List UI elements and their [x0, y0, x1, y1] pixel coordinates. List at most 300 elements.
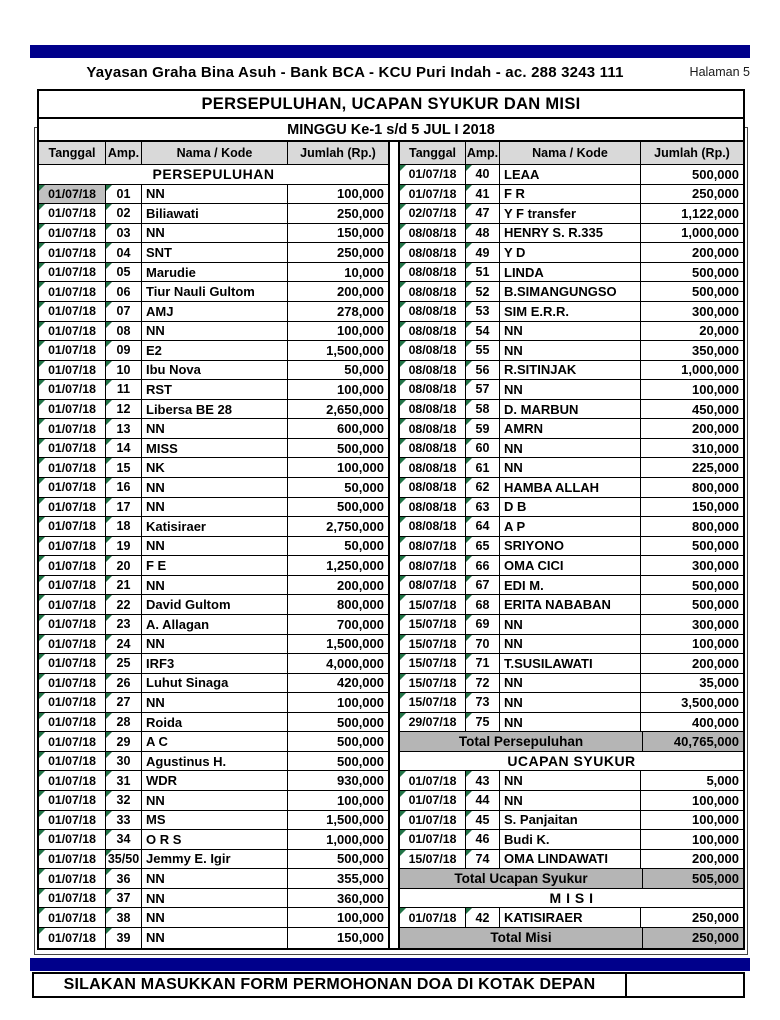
name-code-cell: ERITA NABABAN: [500, 595, 641, 614]
date-cell: 01/07/18: [39, 537, 106, 556]
table-row: [39, 928, 388, 948]
name-code-cell: NN: [142, 889, 288, 908]
envelope-number-cell: 14: [106, 439, 142, 458]
green-corner-indicator-icon: [400, 322, 406, 328]
amount-cell: 300,000: [692, 303, 739, 319]
green-corner-indicator-icon: [466, 439, 472, 445]
amount-cell: 100,000: [692, 381, 739, 397]
green-corner-indicator-icon: [106, 693, 112, 699]
amount-cell: 500,000: [337, 714, 384, 730]
table-left-half: [39, 142, 390, 948]
green-corner-indicator-icon: [39, 869, 45, 875]
table-row: [39, 224, 388, 244]
amount-cell: 500,000: [337, 440, 384, 456]
date-cell: 01/07/18: [39, 341, 106, 360]
amount-cell: 3,500,000: [681, 694, 739, 710]
offering-table: [37, 89, 745, 950]
table-row: [400, 850, 743, 870]
envelope-number-cell: 48: [466, 224, 500, 243]
green-corner-indicator-icon: [106, 478, 112, 484]
green-corner-indicator-icon: [39, 243, 45, 249]
green-corner-indicator-icon: [39, 204, 45, 210]
column-header: Tanggal: [400, 142, 466, 164]
green-corner-indicator-icon: [39, 830, 45, 836]
envelope-number-cell: 70: [466, 635, 500, 654]
table-row: [39, 889, 388, 909]
table-row: [39, 341, 388, 361]
green-corner-indicator-icon: [39, 811, 45, 817]
green-corner-indicator-icon: [39, 732, 45, 738]
column-header: Amp.: [466, 142, 500, 164]
name-code-cell: A C: [142, 732, 288, 751]
green-corner-indicator-icon: [106, 830, 112, 836]
green-corner-indicator-icon: [39, 361, 45, 367]
date-cell: 08/08/18: [400, 224, 466, 243]
table-row: [400, 830, 743, 850]
total-row: [400, 732, 743, 752]
table-row: [400, 165, 743, 185]
table-row: [39, 850, 388, 870]
name-code-cell: Marudie: [142, 263, 288, 282]
green-corner-indicator-icon: [466, 791, 472, 797]
table-row: [39, 185, 388, 205]
amount-cell: 400,000: [692, 714, 739, 730]
table-row: [39, 732, 388, 752]
envelope-number-cell: 34: [106, 830, 142, 849]
footer-notice-box: [32, 972, 745, 998]
date-cell: 08/08/18: [400, 478, 466, 497]
green-corner-indicator-icon: [400, 595, 406, 601]
envelope-number-cell: 49: [466, 243, 500, 262]
date-cell: 01/07/18: [400, 185, 466, 204]
date-cell: 01/07/18: [400, 830, 466, 849]
green-corner-indicator-icon: [39, 419, 45, 425]
name-code-cell: NN: [500, 341, 641, 360]
table-row: [39, 478, 388, 498]
table-row: [400, 811, 743, 831]
amount-cell: 200,000: [692, 421, 739, 437]
envelope-number-cell: 42: [466, 908, 500, 927]
bottom-divider-bar: [30, 958, 750, 971]
section-title: PERSEPULUHAN: [152, 166, 275, 183]
green-corner-indicator-icon: [466, 282, 472, 288]
name-code-cell: NN: [500, 791, 641, 810]
green-corner-indicator-icon: [466, 517, 472, 523]
amount-cell: 600,000: [337, 421, 384, 437]
amount-cell: 800,000: [692, 479, 739, 495]
name-code-cell: MISS: [142, 439, 288, 458]
green-corner-indicator-icon: [106, 243, 112, 249]
table-row: [39, 576, 388, 596]
footer-empty-cell: [627, 974, 743, 996]
name-code-cell: NN: [500, 439, 641, 458]
amount-cell: 420,000: [337, 675, 384, 691]
table-row: [39, 713, 388, 733]
green-corner-indicator-icon: [400, 908, 406, 914]
table-row: [39, 693, 388, 713]
table-row: [400, 615, 743, 635]
envelope-number-cell: 68: [466, 595, 500, 614]
name-code-cell: NN: [500, 771, 641, 790]
name-code-cell: HAMBA ALLAH: [500, 478, 641, 497]
green-corner-indicator-icon: [106, 361, 112, 367]
green-corner-indicator-icon: [400, 439, 406, 445]
amount-cell: 500,000: [692, 166, 739, 182]
green-corner-indicator-icon: [466, 595, 472, 601]
green-corner-indicator-icon: [39, 263, 45, 269]
total-label-cell: Total Persepuluhan: [400, 732, 643, 751]
date-cell: 08/08/18: [400, 439, 466, 458]
green-corner-indicator-icon: [39, 302, 45, 308]
envelope-number-cell: 72: [466, 674, 500, 693]
total-amount-cell: 250,000: [643, 928, 743, 948]
date-cell: 01/07/18: [400, 771, 466, 790]
name-code-cell: S. Panjaitan: [500, 811, 641, 830]
date-cell: 01/07/18: [39, 400, 106, 419]
date-cell: 01/07/18: [39, 576, 106, 595]
total-row: [400, 928, 743, 948]
envelope-number-cell: 07: [106, 302, 142, 321]
date-cell: 01/07/18: [39, 282, 106, 301]
green-corner-indicator-icon: [466, 850, 472, 856]
envelope-number-cell: 53: [466, 302, 500, 321]
green-corner-indicator-icon: [106, 928, 112, 934]
green-corner-indicator-icon: [400, 165, 406, 171]
table-row: [400, 595, 743, 615]
amount-cell: 100,000: [337, 186, 384, 202]
table-body: [39, 142, 743, 948]
name-code-cell: Biliawati: [142, 204, 288, 223]
name-code-cell: NN: [142, 869, 288, 888]
name-code-cell: NN: [500, 674, 641, 693]
amount-cell: 100,000: [692, 831, 739, 847]
date-cell: 01/07/18: [39, 850, 106, 869]
green-corner-indicator-icon: [466, 908, 472, 914]
green-corner-indicator-icon: [466, 341, 472, 347]
green-corner-indicator-icon: [400, 674, 406, 680]
green-corner-indicator-icon: [39, 654, 45, 660]
table-row: [400, 243, 743, 263]
amount-cell: 800,000: [337, 597, 384, 613]
green-corner-indicator-icon: [400, 771, 406, 777]
date-cell: 01/07/18: [39, 478, 106, 497]
table-row: [39, 439, 388, 459]
section-header-row: [400, 889, 743, 909]
name-code-cell: Budi K.: [500, 830, 641, 849]
date-cell: 08/08/18: [400, 263, 466, 282]
date-cell: 01/07/18: [39, 732, 106, 751]
green-corner-indicator-icon: [400, 263, 406, 269]
name-code-cell: AMRN: [500, 419, 641, 438]
green-corner-indicator-icon: [466, 654, 472, 660]
amount-cell: 355,000: [337, 871, 384, 887]
name-code-cell: David Gultom: [142, 595, 288, 614]
table-row: [400, 282, 743, 302]
green-corner-indicator-icon: [400, 556, 406, 562]
date-cell: 15/07/18: [400, 850, 466, 869]
green-corner-indicator-icon: [39, 713, 45, 719]
green-corner-indicator-icon: [39, 537, 45, 543]
green-corner-indicator-icon: [106, 713, 112, 719]
green-corner-indicator-icon: [39, 615, 45, 621]
green-corner-indicator-icon: [466, 165, 472, 171]
envelope-number-cell: 41: [466, 185, 500, 204]
name-code-cell: AMJ: [142, 302, 288, 321]
date-cell: 01/07/18: [39, 517, 106, 536]
envelope-number-cell: 25: [106, 654, 142, 673]
envelope-number-cell: 04: [106, 243, 142, 262]
green-corner-indicator-icon: [400, 204, 406, 210]
envelope-number-cell: 37: [106, 889, 142, 908]
name-code-cell: KATISIRAER: [500, 908, 641, 927]
date-cell: 08/08/18: [400, 361, 466, 380]
envelope-number-cell: 36: [106, 869, 142, 888]
envelope-number-cell: 56: [466, 361, 500, 380]
amount-cell: 200,000: [692, 655, 739, 671]
envelope-number-cell: 32: [106, 791, 142, 810]
name-code-cell: NN: [142, 537, 288, 556]
green-corner-indicator-icon: [106, 282, 112, 288]
green-corner-indicator-icon: [466, 458, 472, 464]
green-corner-indicator-icon: [39, 458, 45, 464]
report-header: [30, 59, 750, 85]
amount-cell: 930,000: [337, 773, 384, 789]
date-cell: 01/07/18: [39, 791, 106, 810]
green-corner-indicator-icon: [106, 185, 112, 191]
green-corner-indicator-icon: [466, 830, 472, 836]
date-cell: 15/07/18: [400, 595, 466, 614]
green-corner-indicator-icon: [106, 380, 112, 386]
green-corner-indicator-icon: [466, 361, 472, 367]
table-row: [39, 361, 388, 381]
name-code-cell: SIM E.R.R.: [500, 302, 641, 321]
green-corner-indicator-icon: [106, 322, 112, 328]
envelope-number-cell: 20: [106, 556, 142, 575]
amount-cell: 1,122,000: [681, 205, 739, 221]
green-corner-indicator-icon: [39, 850, 45, 856]
name-code-cell: NN: [142, 478, 288, 497]
table-right-half: [398, 142, 743, 948]
green-corner-indicator-icon: [466, 537, 472, 543]
table-row: [400, 908, 743, 928]
green-corner-indicator-icon: [106, 556, 112, 562]
green-corner-indicator-icon: [106, 576, 112, 582]
green-corner-indicator-icon: [106, 869, 112, 875]
name-code-cell: D. MARBUN: [500, 400, 641, 419]
green-corner-indicator-icon: [466, 713, 472, 719]
date-cell: 08/08/18: [400, 322, 466, 341]
green-corner-indicator-icon: [39, 752, 45, 758]
date-cell: 15/07/18: [400, 635, 466, 654]
envelope-number-cell: 59: [466, 419, 500, 438]
table-row: [39, 615, 388, 635]
amount-cell: 310,000: [692, 440, 739, 456]
green-corner-indicator-icon: [39, 693, 45, 699]
green-corner-indicator-icon: [400, 693, 406, 699]
date-cell: 01/07/18: [39, 830, 106, 849]
date-cell: 01/07/18: [39, 458, 106, 477]
table-row: [39, 752, 388, 772]
green-corner-indicator-icon: [400, 713, 406, 719]
date-cell: 01/07/18: [39, 654, 106, 673]
green-corner-indicator-icon: [106, 850, 112, 856]
table-row: [39, 322, 388, 342]
total-label-cell: Total Ucapan Syukur: [400, 869, 643, 888]
date-cell: 08/08/18: [400, 517, 466, 536]
date-cell: 01/07/18: [39, 771, 106, 790]
name-code-cell: D B: [500, 498, 641, 517]
table-row: [39, 263, 388, 283]
table-row: [39, 869, 388, 889]
envelope-number-cell: 01: [106, 185, 142, 204]
envelope-number-cell: 61: [466, 458, 500, 477]
amount-cell: 50,000: [344, 362, 384, 378]
amount-cell: 4,000,000: [326, 655, 384, 671]
amount-cell: 225,000: [692, 460, 739, 476]
green-corner-indicator-icon: [400, 850, 406, 856]
date-cell: 01/07/18: [39, 224, 106, 243]
name-code-cell: R.SITINJAK: [500, 361, 641, 380]
amount-cell: 500,000: [692, 597, 739, 613]
envelope-number-cell: 67: [466, 576, 500, 595]
name-code-cell: Y F transfer: [500, 204, 641, 223]
green-corner-indicator-icon: [400, 380, 406, 386]
green-corner-indicator-icon: [39, 635, 45, 641]
envelope-number-cell: 35/50: [106, 850, 142, 869]
green-corner-indicator-icon: [39, 478, 45, 484]
date-cell: 01/07/18: [39, 419, 106, 438]
name-code-cell: NN: [500, 458, 641, 477]
table-row: [400, 576, 743, 596]
envelope-number-cell: 30: [106, 752, 142, 771]
date-cell: 08/08/18: [400, 458, 466, 477]
table-row: [39, 243, 388, 263]
date-cell: 01/07/18: [39, 811, 106, 830]
green-corner-indicator-icon: [39, 556, 45, 562]
amount-cell: 1,000,000: [326, 831, 384, 847]
green-corner-indicator-icon: [400, 830, 406, 836]
green-corner-indicator-icon: [466, 576, 472, 582]
amount-cell: 250,000: [692, 186, 739, 202]
envelope-number-cell: 46: [466, 830, 500, 849]
table-row: [39, 282, 388, 302]
name-code-cell: F E: [142, 556, 288, 575]
envelope-number-cell: 24: [106, 635, 142, 654]
envelope-number-cell: 19: [106, 537, 142, 556]
name-code-cell: OMA CICI: [500, 556, 641, 575]
name-code-cell: NK: [142, 458, 288, 477]
date-cell: 01/07/18: [39, 693, 106, 712]
table-row: [400, 654, 743, 674]
green-corner-indicator-icon: [106, 263, 112, 269]
envelope-number-cell: 10: [106, 361, 142, 380]
green-corner-indicator-icon: [106, 400, 112, 406]
green-corner-indicator-icon: [466, 635, 472, 641]
table-row: [400, 400, 743, 420]
column-header: Tanggal: [39, 142, 106, 164]
green-corner-indicator-icon: [400, 282, 406, 288]
green-corner-indicator-icon: [400, 419, 406, 425]
green-corner-indicator-icon: [466, 302, 472, 308]
date-cell: 01/07/18: [39, 439, 106, 458]
envelope-number-cell: 55: [466, 341, 500, 360]
table-row: [400, 439, 743, 459]
table-row: [400, 341, 743, 361]
table-row: [400, 713, 743, 733]
envelope-number-cell: 58: [466, 400, 500, 419]
green-corner-indicator-icon: [106, 811, 112, 817]
green-corner-indicator-icon: [466, 478, 472, 484]
amount-cell: 10,000: [344, 264, 384, 280]
green-corner-indicator-icon: [466, 185, 472, 191]
column-header: Nama / Kode: [142, 142, 288, 164]
envelope-number-cell: 11: [106, 380, 142, 399]
amount-cell: 100,000: [692, 812, 739, 828]
amount-cell: 1,000,000: [681, 225, 739, 241]
date-cell: 15/07/18: [400, 693, 466, 712]
amount-cell: 278,000: [337, 303, 384, 319]
date-cell: 01/07/18: [39, 889, 106, 908]
table-row: [39, 302, 388, 322]
amount-cell: 200,000: [337, 577, 384, 593]
bank-account-header: Yayasan Graha Bina Asuh - Bank BCA - KCU Puri Indah - ac. 288 3243 111: [86, 63, 624, 81]
table-row: [39, 498, 388, 518]
column-header: Nama / Kode: [500, 142, 641, 164]
section-header-row: [400, 752, 743, 772]
date-cell: 08/08/18: [400, 380, 466, 399]
date-cell: 01/07/18: [39, 908, 106, 927]
envelope-number-cell: 17: [106, 498, 142, 517]
table-row: [400, 771, 743, 791]
column-header: Jumlah (Rp.): [654, 146, 730, 160]
table-row: [400, 204, 743, 224]
green-corner-indicator-icon: [106, 204, 112, 210]
date-cell: 01/07/18: [39, 263, 106, 282]
envelope-number-cell: 31: [106, 771, 142, 790]
table-row: [400, 537, 743, 557]
envelope-number-cell: 22: [106, 595, 142, 614]
amount-cell: 700,000: [337, 616, 384, 632]
name-code-cell: WDR: [142, 771, 288, 790]
amount-cell: 200,000: [337, 284, 384, 300]
top-divider-bar: [30, 45, 750, 58]
green-corner-indicator-icon: [400, 537, 406, 543]
name-code-cell: T.SUSILAWATI: [500, 654, 641, 673]
green-corner-indicator-icon: [106, 654, 112, 660]
table-row: [400, 263, 743, 283]
name-code-cell: Libersa BE 28: [142, 400, 288, 419]
name-code-cell: B.SIMANGUNGSO: [500, 282, 641, 301]
table-row: [400, 224, 743, 244]
name-code-cell: NN: [500, 615, 641, 634]
table-row: [39, 791, 388, 811]
envelope-number-cell: 73: [466, 693, 500, 712]
amount-cell: 250,000: [692, 910, 739, 926]
table-row: [400, 693, 743, 713]
column-header: Jumlah (Rp.): [300, 146, 376, 160]
name-code-cell: NN: [142, 224, 288, 243]
green-corner-indicator-icon: [39, 185, 45, 191]
green-corner-indicator-icon: [39, 341, 45, 347]
column-header-row: [400, 142, 743, 165]
green-corner-indicator-icon: [466, 674, 472, 680]
envelope-number-cell: 16: [106, 478, 142, 497]
date-cell: 01/07/18: [39, 752, 106, 771]
table-row: [39, 380, 388, 400]
amount-cell: 100,000: [337, 460, 384, 476]
name-code-cell: NN: [500, 635, 641, 654]
column-header: Amp.: [106, 142, 142, 164]
